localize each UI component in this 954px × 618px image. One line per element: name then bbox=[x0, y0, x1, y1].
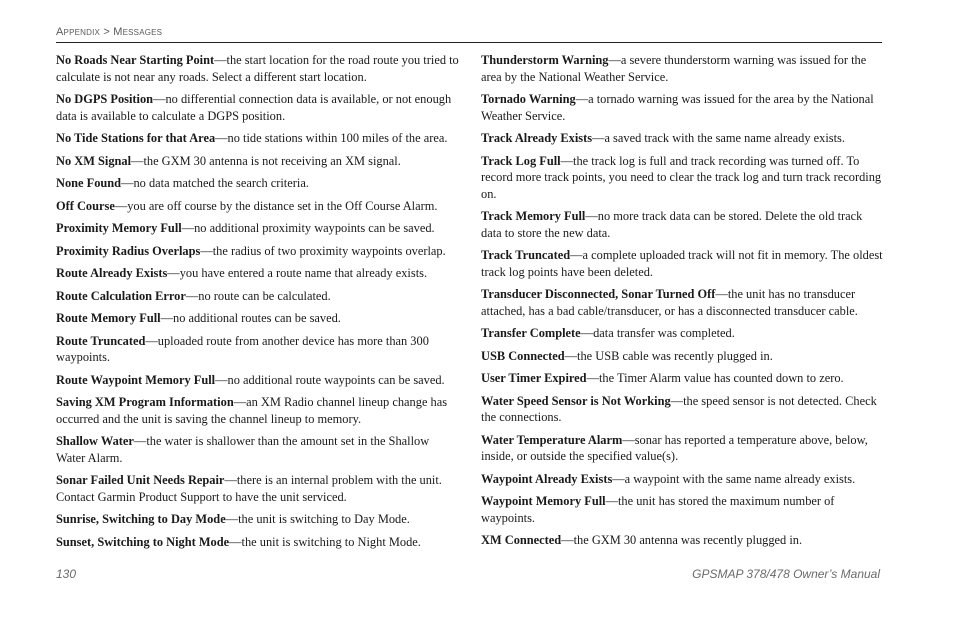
message-description: —the unit has stored the maximum number of waypoints. bbox=[481, 494, 835, 525]
message-term: Route Waypoint Memory Full bbox=[56, 372, 216, 387]
right-column bbox=[481, 52, 886, 555]
message-entry bbox=[481, 471, 886, 488]
message-description: —the track log is full and track recording was turned off. To record more track points, you need to clear the track log and turn track recording on. bbox=[481, 153, 882, 201]
message-description: —the unit has no transducer attached, has a bad cable/transducer, or has a disconnected transducer cable. bbox=[481, 287, 858, 318]
message-description: —a waypoint with the same name already exists. bbox=[612, 471, 856, 486]
message-description: —data transfer was completed. bbox=[580, 326, 735, 340]
message-entry bbox=[56, 153, 461, 170]
message-description: —there is an internal problem with the unit. Contact Garmin Product Support to have the unit serviced. bbox=[56, 473, 442, 504]
message-description: —no tide stations within 100 miles of the area. bbox=[215, 131, 448, 145]
message-description: —no additional routes can be saved. bbox=[160, 311, 341, 325]
message-term: Route Truncated bbox=[56, 333, 146, 348]
message-description: —a severe thunderstorm warning was issued for the area by the National Weather Service. bbox=[481, 53, 867, 84]
message-term: Thunderstorm Warning bbox=[481, 53, 609, 67]
message-description: —the GXM 30 antenna was recently plugged in. bbox=[561, 533, 803, 547]
message-entry bbox=[56, 220, 461, 237]
message-term: Proximity Memory Full bbox=[56, 221, 182, 235]
message-term: XM Connected bbox=[481, 533, 562, 547]
message-term: User Timer Expired bbox=[481, 371, 587, 385]
message-description: —no more track data can be stored. Delete the old track data to store the new data. bbox=[481, 209, 863, 240]
message-entry bbox=[56, 288, 461, 305]
message-description: —the USB cable was recently plugged in. bbox=[564, 348, 773, 363]
message-entry bbox=[481, 370, 886, 387]
message-term: No Tide Stations for that Area bbox=[56, 131, 216, 145]
message-entry bbox=[481, 130, 886, 147]
message-term: Transducer Disconnected, Sonar Turned Off bbox=[481, 287, 716, 301]
message-term: Sunrise, Switching to Day Mode bbox=[56, 512, 226, 526]
message-entry bbox=[56, 511, 461, 528]
message-description: —the Timer Alarm value has counted down to zero. bbox=[586, 371, 844, 385]
message-entry bbox=[56, 372, 461, 389]
message-term: Route Calculation Error bbox=[56, 288, 186, 303]
message-description: —the start location for the road route you tried to calculate is not near any roads. Select a different start location. bbox=[56, 53, 459, 84]
message-entry bbox=[56, 394, 461, 427]
message-term: Water Temperature Alarm bbox=[481, 432, 623, 447]
message-description: —the speed sensor is not detected. Check the connections. bbox=[481, 393, 877, 424]
page-number: 130 bbox=[56, 567, 77, 581]
message-description: —an XM Radio channel lineup change has occurred and the unit is saving the channel lineup to memory. bbox=[56, 395, 448, 426]
message-description: —no additional proximity waypoints can be saved. bbox=[181, 221, 435, 235]
message-term: No DGPS Position bbox=[56, 92, 154, 106]
message-entry bbox=[56, 198, 461, 215]
message-entry bbox=[56, 265, 461, 282]
message-term: Sunset, Switching to Night Mode bbox=[56, 534, 230, 549]
message-term: Proximity Radius Overlaps bbox=[56, 243, 201, 258]
message-entry bbox=[481, 493, 886, 526]
running-header bbox=[56, 26, 882, 38]
message-description: —no additional route waypoints can be saved. bbox=[215, 372, 445, 387]
message-term: Saving XM Program Information bbox=[56, 395, 234, 409]
message-term: Shallow Water bbox=[56, 434, 134, 448]
message-term: Route Already Exists bbox=[56, 266, 168, 280]
message-description: —no route can be calculated. bbox=[185, 288, 331, 303]
message-term: Track Memory Full bbox=[481, 209, 586, 223]
message-description: —the radius of two proximity waypoints overlap. bbox=[200, 243, 446, 258]
message-term: Tornado Warning bbox=[481, 92, 576, 106]
message-description: —a tornado warning was issued for the area by the National Weather Service. bbox=[481, 92, 874, 123]
message-term: Transfer Complete bbox=[481, 326, 581, 340]
message-term: USB Connected bbox=[481, 348, 565, 363]
message-description: —the unit is switching to Night Mode. bbox=[229, 534, 421, 549]
message-term: Track Already Exists bbox=[481, 131, 593, 145]
message-description: —no data matched the search criteria. bbox=[121, 176, 309, 190]
message-term: Route Memory Full bbox=[56, 311, 161, 325]
message-term: Waypoint Memory Full bbox=[481, 494, 606, 508]
message-entry bbox=[56, 52, 461, 85]
message-term: No Roads Near Starting Point bbox=[56, 53, 215, 67]
message-term: No XM Signal bbox=[56, 153, 132, 168]
message-term: Track Truncated bbox=[481, 248, 571, 262]
message-entry bbox=[481, 153, 886, 203]
message-description: —the water is shallower than the amount set in the Shallow Water Alarm. bbox=[56, 434, 430, 465]
header-rule bbox=[56, 42, 882, 43]
message-entry bbox=[481, 532, 886, 549]
message-description: —no differential connection data is available, or not enough data is available to calculate a DGPS position. bbox=[56, 92, 452, 123]
message-description: —a saved track with the same name already exists. bbox=[592, 131, 845, 145]
message-entry bbox=[56, 433, 461, 466]
message-description: —the unit is switching to Day Mode. bbox=[225, 512, 410, 526]
message-term: Water Speed Sensor is Not Working bbox=[481, 393, 671, 408]
message-entry bbox=[481, 52, 886, 85]
message-description: —you have entered a route name that already exists. bbox=[167, 266, 428, 280]
message-term: Off Course bbox=[56, 198, 115, 213]
message-entry bbox=[56, 91, 461, 124]
message-entry bbox=[56, 310, 461, 327]
message-entry bbox=[481, 208, 886, 241]
header-separator: > bbox=[103, 26, 110, 38]
message-entry bbox=[56, 175, 461, 192]
message-entry bbox=[481, 348, 886, 365]
message-entry bbox=[56, 243, 461, 260]
message-entry bbox=[481, 393, 886, 426]
message-entry bbox=[481, 91, 886, 124]
message-entry bbox=[481, 325, 886, 342]
message-entry bbox=[481, 432, 886, 465]
message-description: —uploaded route from another device has more than 300 waypoints. bbox=[56, 333, 429, 364]
message-description: —the GXM 30 antenna is not receiving an XM signal. bbox=[131, 153, 401, 168]
message-term: None Found bbox=[56, 176, 122, 190]
message-term: Sonar Failed Unit Needs Repair bbox=[56, 473, 225, 487]
manual-title: GPSMAP 378/478 Owner’s Manual bbox=[692, 567, 880, 581]
message-term: Track Log Full bbox=[481, 153, 561, 168]
message-term: Waypoint Already Exists bbox=[481, 471, 613, 486]
message-description: —sonar has reported a temperature above, below, inside, or outside the specified value(s). bbox=[481, 432, 868, 463]
header-subsection: Messages bbox=[113, 26, 163, 38]
message-description: —a complete uploaded track will not fit in memory. The oldest track log points have been deleted. bbox=[481, 248, 883, 279]
header-section: Appendix bbox=[56, 26, 101, 38]
message-entry bbox=[481, 247, 886, 280]
message-entry bbox=[56, 534, 461, 551]
left-column bbox=[56, 52, 461, 556]
message-entry bbox=[56, 130, 461, 147]
message-entry bbox=[56, 333, 461, 366]
message-entry bbox=[56, 472, 461, 505]
message-description: —you are off course by the distance set in the Off Course Alarm. bbox=[114, 198, 438, 213]
message-entry bbox=[481, 286, 886, 319]
